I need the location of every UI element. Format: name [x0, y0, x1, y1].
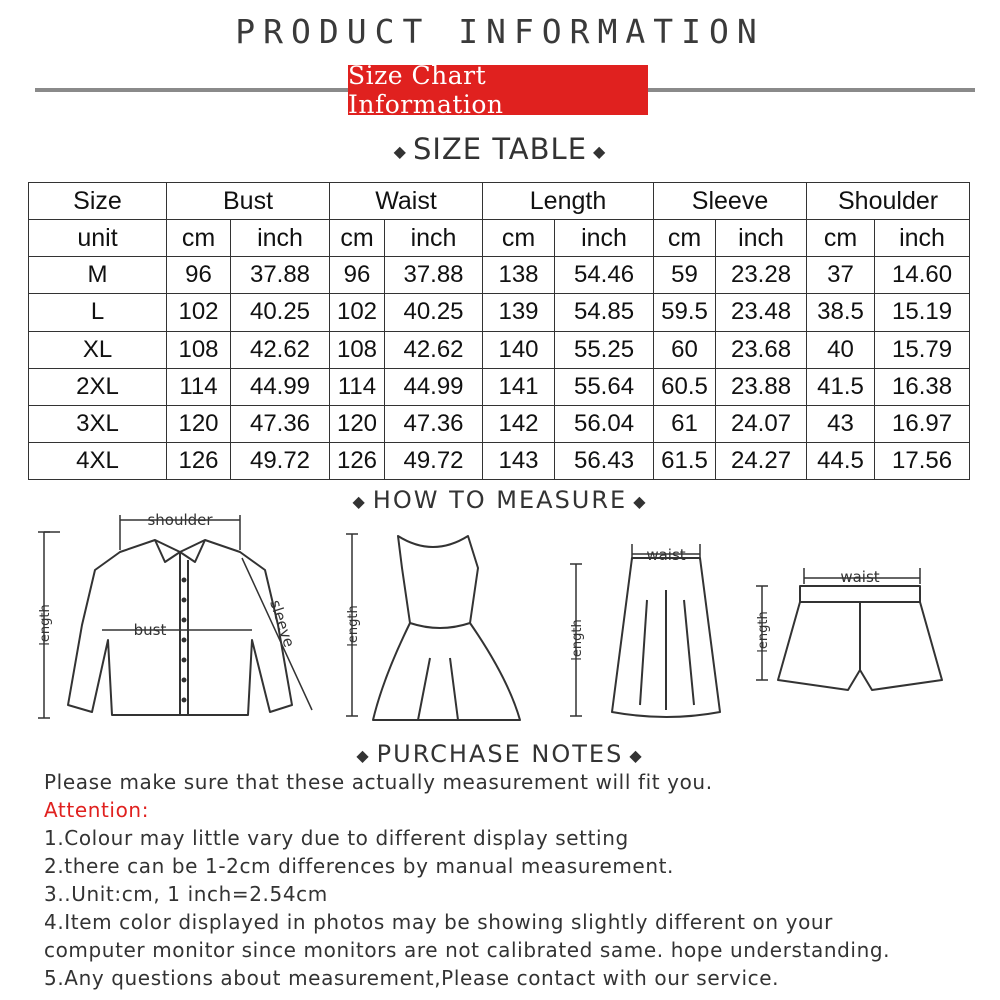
table-header-row: [29, 183, 970, 220]
note-item: computer monitor since monitors are not calibrated same. hope understanding.: [44, 938, 891, 962]
value-cell: 56.04: [555, 405, 654, 442]
column-header: Bust: [167, 183, 330, 220]
skirt-measure-illustration: [562, 540, 732, 720]
column-header: Waist: [330, 183, 483, 220]
value-cell: 142: [483, 405, 555, 442]
divider-right: [645, 88, 975, 92]
unit-cell: cm: [807, 220, 875, 257]
dress-measure-illustration: [338, 528, 528, 728]
value-cell: 15.79: [875, 331, 970, 368]
value-cell: 126: [330, 442, 385, 479]
size-chart-badge: Size Chart Information: [348, 65, 648, 115]
length-label: length: [756, 611, 771, 653]
value-cell: 102: [330, 294, 385, 331]
value-cell: 60.5: [654, 368, 716, 405]
value-cell: 55.25: [555, 331, 654, 368]
value-cell: 24.07: [716, 405, 807, 442]
length-label: length: [570, 619, 585, 661]
value-cell: 55.64: [555, 368, 654, 405]
value-cell: 16.38: [875, 368, 970, 405]
unit-cell: inch: [231, 220, 330, 257]
how-to-measure-title: HOW TO MEASURE: [372, 486, 628, 514]
bullet-diamond-icon: ◆: [629, 745, 644, 765]
unit-cell: inch: [385, 220, 483, 257]
size-table: [28, 182, 970, 480]
value-cell: 40.25: [231, 294, 330, 331]
value-cell: 61.5: [654, 442, 716, 479]
waist-label: waist: [840, 568, 880, 586]
note-item: 3..Unit:cm, 1 inch=2.54cm: [44, 882, 328, 906]
value-cell: 108: [167, 331, 231, 368]
waist-label: waist: [646, 546, 686, 564]
value-cell: 126: [167, 442, 231, 479]
value-cell: 59.5: [654, 294, 716, 331]
value-cell: 23.88: [716, 368, 807, 405]
value-cell: 56.43: [555, 442, 654, 479]
value-cell: 41.5: [807, 368, 875, 405]
unit-cell: cm: [330, 220, 385, 257]
bullet-diamond-icon: ◆: [352, 491, 367, 511]
size-cell: XL: [29, 331, 167, 368]
column-header: Sleeve: [654, 183, 807, 220]
table-row: [29, 405, 970, 442]
value-cell: 23.28: [716, 257, 807, 294]
value-cell: 37.88: [385, 257, 483, 294]
value-cell: 14.60: [875, 257, 970, 294]
column-header: Size: [29, 183, 167, 220]
divider-left: [35, 88, 355, 92]
purchase-notes: [44, 768, 994, 992]
note-item: 2.there can be 1-2cm differences by manual measurement.: [44, 854, 675, 878]
value-cell: 49.72: [231, 442, 330, 479]
value-cell: 120: [167, 405, 231, 442]
size-cell: 3XL: [29, 405, 167, 442]
value-cell: 42.62: [231, 331, 330, 368]
value-cell: 54.85: [555, 294, 654, 331]
bullet-diamond-icon: ◆: [356, 745, 371, 765]
value-cell: 61: [654, 405, 716, 442]
value-cell: 140: [483, 331, 555, 368]
shirt-measure-illustration: [30, 510, 320, 730]
value-cell: 49.72: [385, 442, 483, 479]
unit-cell: unit: [29, 220, 167, 257]
purchase-notes-title: PURCHASE NOTES: [376, 740, 624, 768]
size-table-title: SIZE TABLE: [412, 132, 588, 166]
table-unit-row: [29, 220, 970, 257]
bullet-diamond-icon: ◆: [593, 141, 607, 161]
note-item: 4.Item color displayed in photos may be showing slightly different on your: [44, 910, 833, 934]
value-cell: 43: [807, 405, 875, 442]
notes-intro: Please make sure that these actually measurement will fit you.: [44, 770, 713, 794]
value-cell: 141: [483, 368, 555, 405]
value-cell: 16.97: [875, 405, 970, 442]
sleeve-label: sleeve: [266, 597, 299, 650]
size-table-heading: [0, 132, 1000, 166]
table-row: [29, 331, 970, 368]
shorts-measure-illustration: [748, 560, 958, 700]
table-row: [29, 257, 970, 294]
value-cell: 114: [330, 368, 385, 405]
value-cell: 60: [654, 331, 716, 368]
unit-cell: cm: [654, 220, 716, 257]
table-row: [29, 294, 970, 331]
value-cell: 38.5: [807, 294, 875, 331]
unit-cell: cm: [167, 220, 231, 257]
value-cell: 40.25: [385, 294, 483, 331]
column-header: Shoulder: [807, 183, 970, 220]
column-header: Length: [483, 183, 654, 220]
value-cell: 59: [654, 257, 716, 294]
attention-label: Attention:: [44, 798, 150, 822]
value-cell: 47.36: [231, 405, 330, 442]
value-cell: 120: [330, 405, 385, 442]
bullet-diamond-icon: ◆: [393, 141, 407, 161]
bullet-diamond-icon: ◆: [633, 491, 648, 511]
value-cell: 37.88: [231, 257, 330, 294]
value-cell: 96: [330, 257, 385, 294]
value-cell: 40: [807, 331, 875, 368]
length-label: length: [38, 604, 53, 646]
purchase-notes-heading: [0, 740, 1000, 768]
size-cell: 4XL: [29, 442, 167, 479]
value-cell: 139: [483, 294, 555, 331]
bust-label: bust: [133, 621, 167, 639]
value-cell: 23.68: [716, 331, 807, 368]
value-cell: 17.56: [875, 442, 970, 479]
value-cell: 114: [167, 368, 231, 405]
value-cell: 44.99: [385, 368, 483, 405]
value-cell: 42.62: [385, 331, 483, 368]
value-cell: 15.19: [875, 294, 970, 331]
page-title: PRODUCT INFORMATION: [235, 12, 765, 51]
value-cell: 37: [807, 257, 875, 294]
note-item: 1.Colour may little vary due to different display setting: [44, 826, 629, 850]
value-cell: 23.48: [716, 294, 807, 331]
value-cell: 44.99: [231, 368, 330, 405]
unit-cell: inch: [875, 220, 970, 257]
value-cell: 143: [483, 442, 555, 479]
table-row: [29, 368, 970, 405]
shoulder-label: shoulder: [147, 511, 213, 529]
size-cell: M: [29, 257, 167, 294]
value-cell: 102: [167, 294, 231, 331]
value-cell: 47.36: [385, 405, 483, 442]
value-cell: 138: [483, 257, 555, 294]
value-cell: 44.5: [807, 442, 875, 479]
unit-cell: inch: [555, 220, 654, 257]
value-cell: 54.46: [555, 257, 654, 294]
table-row: [29, 442, 970, 479]
length-label: length: [346, 605, 361, 647]
value-cell: 108: [330, 331, 385, 368]
size-cell: L: [29, 294, 167, 331]
value-cell: 96: [167, 257, 231, 294]
note-item: 5.Any questions about measurement,Please contact with our service.: [44, 966, 780, 990]
size-cell: 2XL: [29, 368, 167, 405]
unit-cell: inch: [716, 220, 807, 257]
value-cell: 24.27: [716, 442, 807, 479]
unit-cell: cm: [483, 220, 555, 257]
